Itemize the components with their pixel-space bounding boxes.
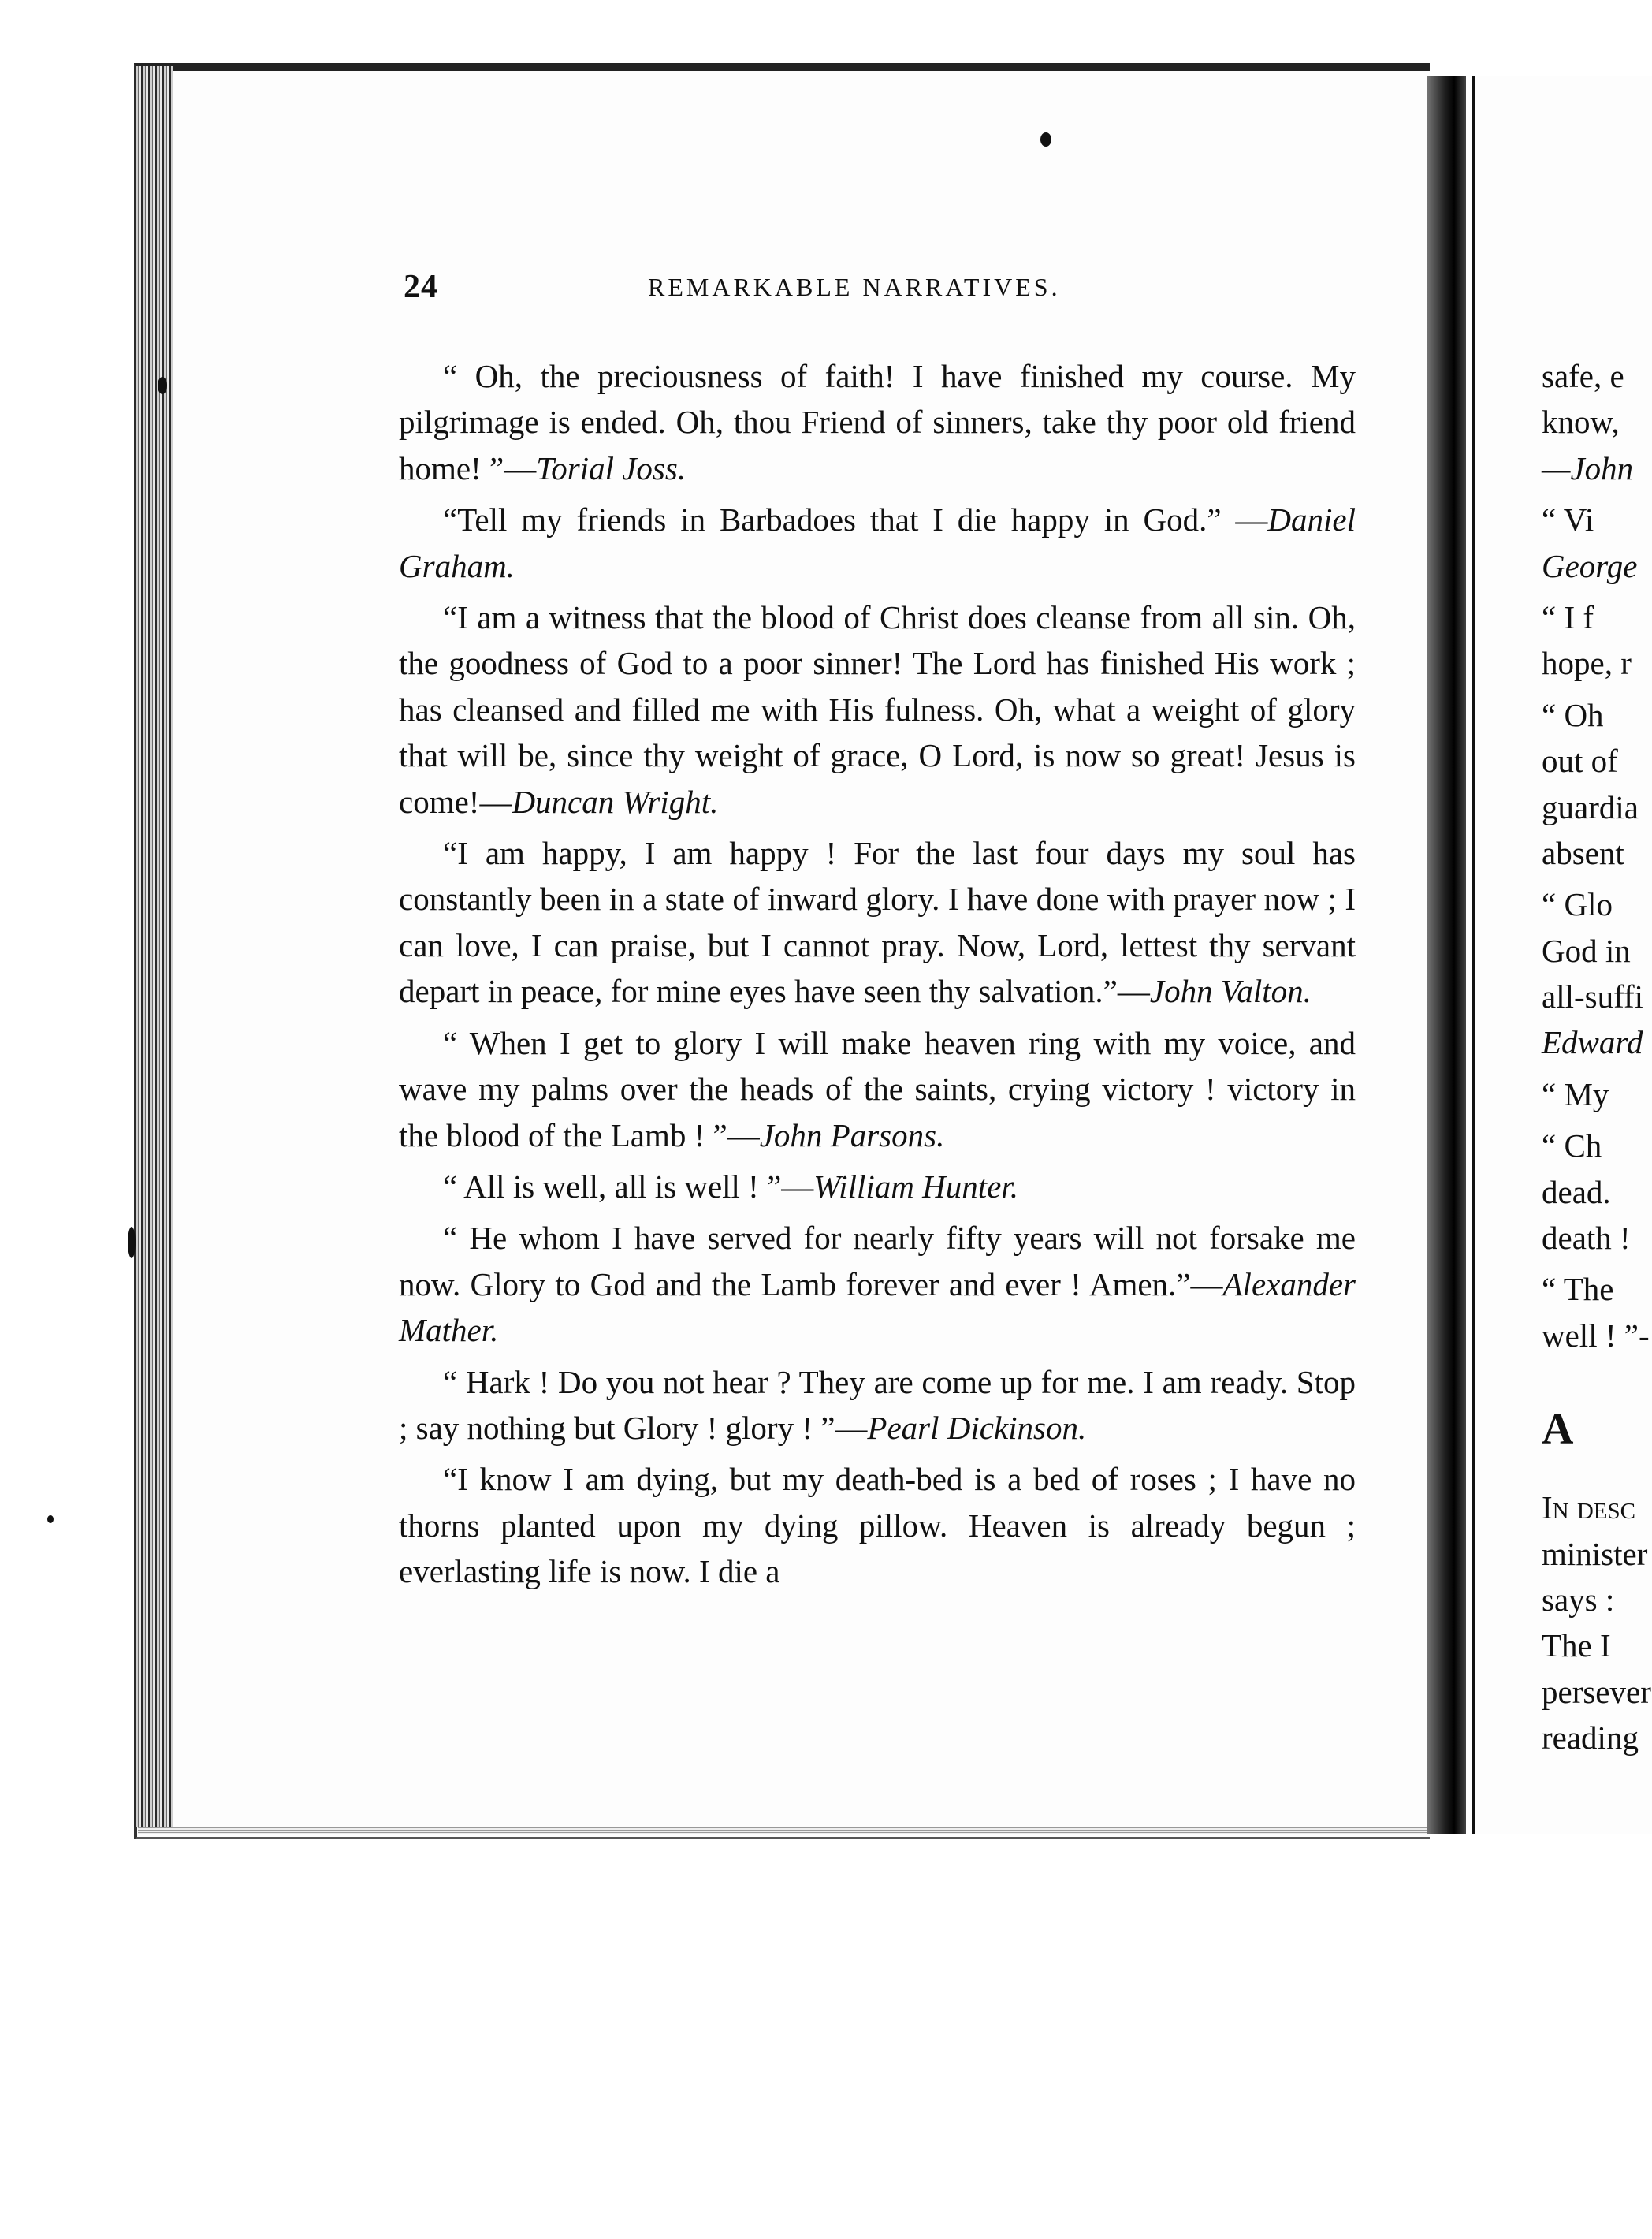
- quote-text: “I know I am dying, but my death-bed is a bed of roses ; I have no thorns planted upon my dying pillow. Heaven is already begun ; everlasting life is now. I die a: [399, 1461, 1356, 1590]
- facing-line: “ Ch: [1542, 1127, 1602, 1164]
- quote-paragraph: [399, 1164, 1356, 1209]
- facing-line: persever: [1542, 1673, 1651, 1710]
- quote-paragraph: [399, 1359, 1356, 1451]
- quote-text: “ He whom I have served for nearly fifty years will not forsake me now. Glory to God and the Lamb forever and ever ! Amen.”—: [399, 1220, 1356, 1302]
- quote-text: “ When I get to glory I will make heaven ring with my voice, and wave my palms over the heads of the saints, crying victory ! victory in the blood of the Lamb ! ”—: [399, 1024, 1356, 1153]
- scan-speck: [1040, 132, 1051, 147]
- page-body: [399, 353, 1356, 1600]
- facing-line: “ Oh: [1542, 696, 1604, 733]
- quote-paragraph: [399, 594, 1356, 825]
- facing-line: “ The: [1542, 1271, 1614, 1308]
- quote-author: John Valton.: [1149, 973, 1312, 1010]
- quote-author: John Parsons.: [759, 1116, 945, 1153]
- facing-line: guardia: [1542, 788, 1639, 825]
- quote-author: Daniel Graham.: [399, 501, 1356, 584]
- facing-line: —John: [1542, 449, 1634, 486]
- book-spine-shadow: [1427, 76, 1466, 1834]
- quote-paragraph: [399, 1020, 1356, 1158]
- quote-author: William Hunter.: [813, 1168, 1018, 1205]
- facing-line: hope, r: [1542, 645, 1632, 682]
- quote-paragraph: [399, 353, 1356, 491]
- scan-speck: [128, 1227, 136, 1258]
- quote-text: “ Oh, the preciousness of faith! I have finished my course. My pilgrimage is ended. Oh, thou Friend of sinners, take thy poor old friend home! ”—: [399, 358, 1356, 486]
- facing-line: reading: [1542, 1719, 1639, 1757]
- facing-line: Edward: [1542, 1024, 1643, 1061]
- running-head: [404, 268, 1192, 307]
- quote-text: “I am a witness that the blood of Christ does cleanse from all sin. Oh, the goodness of God to a poor sinner! The Lord has finished His work ; has cleansed and filled me with His fulness. Oh, what a weight of glory that will be, since thy weight of grace, O Lord, is now so great! Jesus is come!—: [399, 599, 1356, 820]
- book-page-edges: [134, 66, 173, 1827]
- facing-heading: A: [1542, 1405, 1574, 1455]
- running-title: REMARKABLE NARRATIVES.: [648, 273, 1061, 301]
- quote-text: “ Hark ! Do you not hear ? They are come up for me. I am ready. Stop ; say nothing but Glory ! glory ! ”—: [399, 1363, 1356, 1446]
- facing-line: The I: [1542, 1627, 1611, 1664]
- facing-page-text: [1542, 353, 1652, 1761]
- quote-author: Pearl Dickinson.: [867, 1409, 1087, 1446]
- facing-line: “ My: [1542, 1075, 1609, 1112]
- quote-paragraph: [399, 1215, 1356, 1353]
- facing-line: In desc: [1542, 1489, 1635, 1526]
- facing-line: absent: [1542, 834, 1624, 871]
- quote-paragraph: [399, 497, 1356, 589]
- facing-line: know,: [1542, 404, 1620, 441]
- facing-line: “ Vi: [1542, 501, 1594, 538]
- facing-line: says :: [1542, 1581, 1615, 1618]
- facing-line: God in: [1542, 932, 1631, 969]
- facing-line: out of: [1542, 743, 1618, 780]
- book-bottom-edge: [138, 1827, 1431, 1834]
- quote-author: Duncan Wright.: [512, 783, 719, 820]
- quote-paragraph: [399, 1456, 1356, 1594]
- facing-line: well ! ”-: [1542, 1317, 1650, 1354]
- facing-line: “ I f: [1542, 598, 1594, 635]
- quote-author: Torial Joss.: [536, 449, 686, 486]
- facing-line: dead.: [1542, 1173, 1611, 1210]
- facing-line: minister: [1542, 1535, 1648, 1572]
- page-number: 24: [404, 269, 438, 305]
- facing-line: George: [1542, 547, 1638, 584]
- quote-text: “Tell my friends in Barbadoes that I die happy in God.” —: [443, 501, 1268, 538]
- quote-author: Alexander Mather.: [399, 1265, 1356, 1349]
- quote-text: “I am happy, I am happy ! For the last four days my soul has constantly been in a state of inward glory. I have done with prayer now ; I can love, I can praise, but I cannot pray. Now, Lord, lettest thy servant depart in peace, for mine eyes have seen thy salvation.”—: [399, 835, 1356, 1010]
- facing-line: safe, e: [1542, 358, 1624, 394]
- scan-speck: [158, 377, 167, 394]
- facing-line: all-suffi: [1542, 978, 1644, 1015]
- quote-paragraph: [399, 830, 1356, 1015]
- facing-line: “ Glo: [1542, 886, 1613, 923]
- facing-line: death !: [1542, 1220, 1631, 1257]
- quote-text: “ All is well, all is well ! ”—: [443, 1168, 814, 1205]
- scan-speck: [47, 1515, 54, 1523]
